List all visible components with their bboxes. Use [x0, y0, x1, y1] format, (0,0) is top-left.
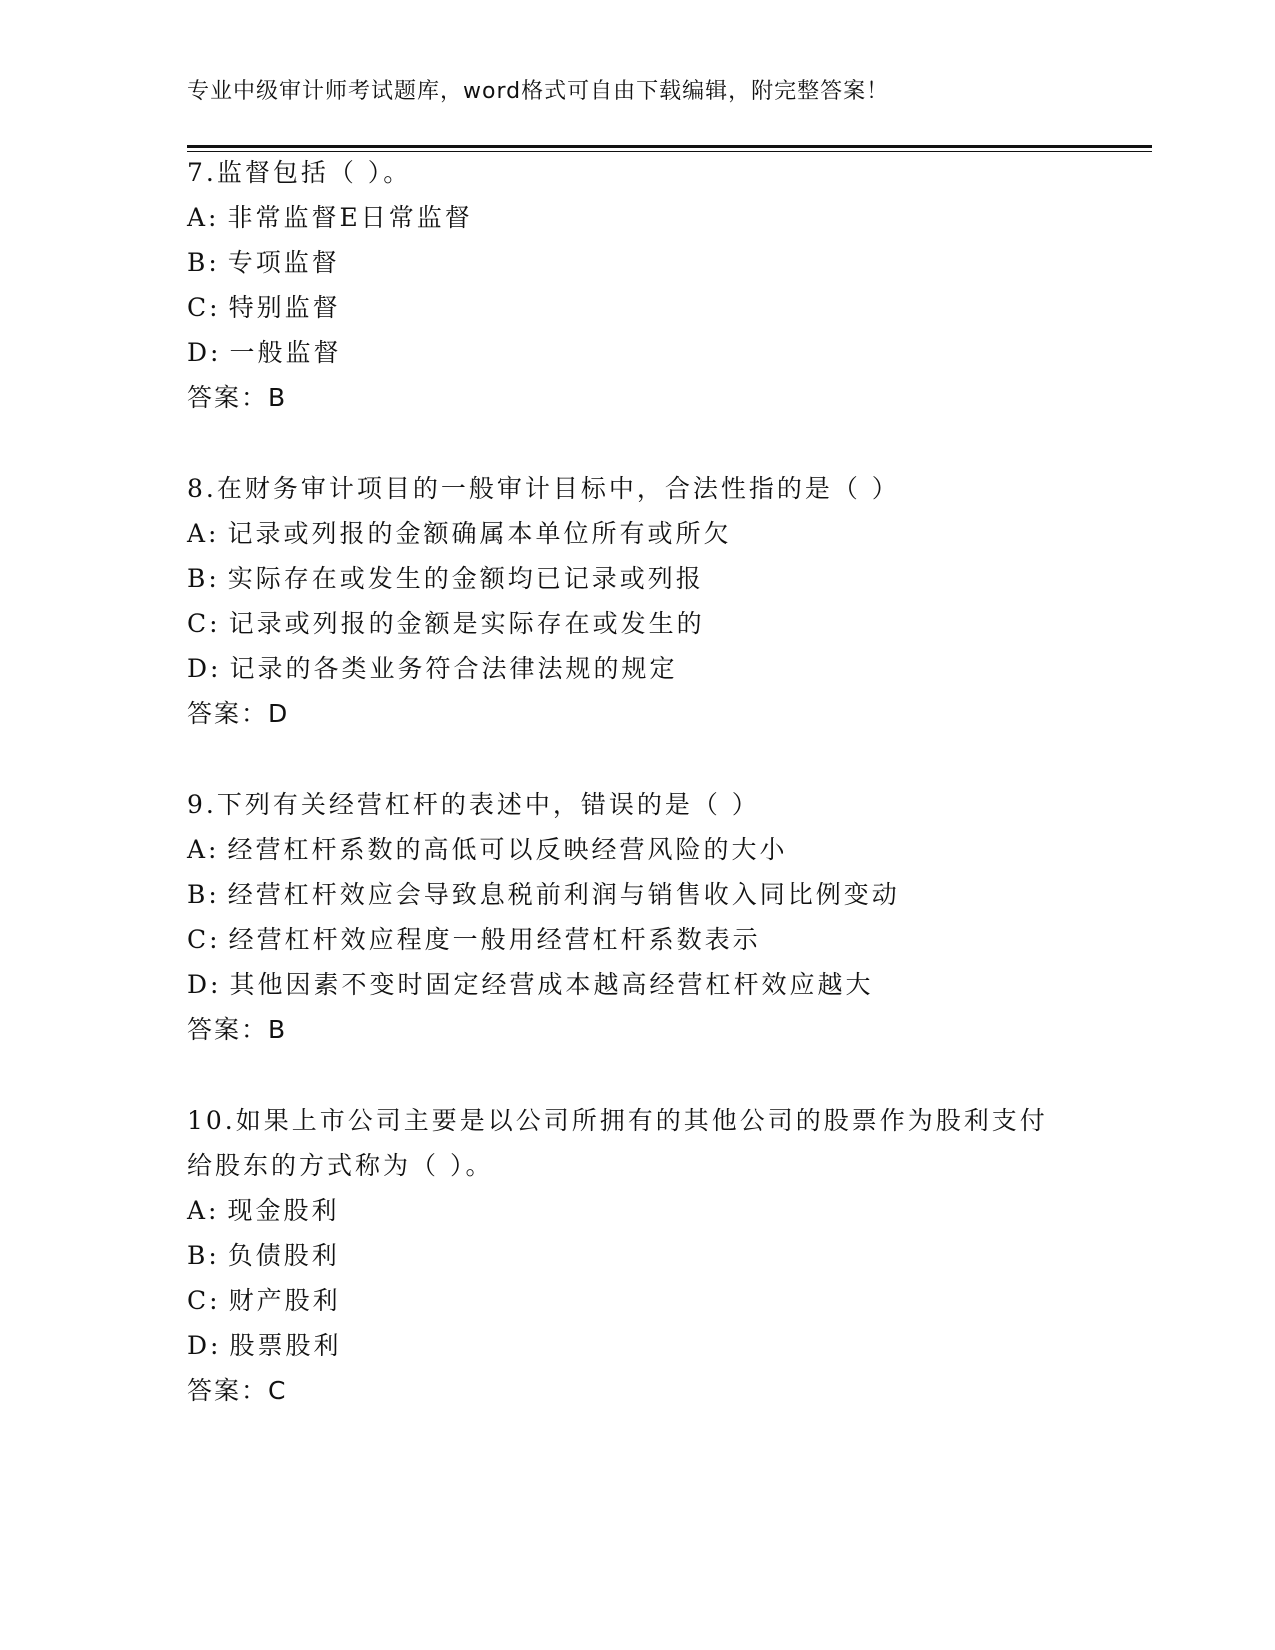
option-key: B: [187, 880, 220, 909]
option-key: C: [187, 925, 221, 954]
question-8 [187, 466, 1087, 736]
option-b [187, 1233, 1087, 1278]
option-d [187, 330, 1087, 375]
page-header: 专业中级审计师考试题库，word格式可自由下载编辑，附完整答案！ [187, 79, 890, 104]
question-text: 8.在财务审计项目的一般审计目标中，合法性指的是（ ） [187, 474, 900, 503]
option-c [187, 917, 1087, 962]
option-key: C: [187, 293, 221, 322]
option-text: 经营杠杆效应会导致息税前利润与销售收入同比例变动 [227, 880, 900, 909]
option-text: 现金股利 [227, 1196, 340, 1225]
question-text: 7.监督包括（ ）。 [187, 158, 412, 187]
option-key: B: [187, 1241, 220, 1270]
option-d [187, 1323, 1087, 1368]
option-key: A: [187, 203, 220, 232]
question-10 [187, 1098, 1087, 1413]
answer: 答案：C [187, 1376, 288, 1405]
option-b [187, 556, 1087, 601]
option-text: 记录或列报的金额是实际存在或发生的 [228, 609, 705, 638]
option-c [187, 1278, 1087, 1323]
option-text: 记录的各类业务符合法律法规的规定 [229, 654, 678, 683]
option-text: 专项监督 [227, 248, 340, 277]
answer: 答案：B [187, 383, 288, 412]
option-b [187, 872, 1087, 917]
option-key: A: [187, 835, 220, 864]
option-key: B: [187, 564, 220, 593]
option-key: A: [187, 1196, 220, 1225]
option-key: C: [187, 609, 221, 638]
option-a [187, 195, 1087, 240]
option-b [187, 240, 1087, 285]
option-text: 特别监督 [228, 293, 341, 322]
option-key: C: [187, 1286, 221, 1315]
option-text: 一般监督 [229, 338, 342, 367]
option-text: 负债股利 [227, 1241, 340, 1270]
question-text: 9.下列有关经营杠杆的表述中，错误的是（ ） [187, 790, 760, 819]
option-key: A: [187, 519, 220, 548]
question-7 [187, 150, 1087, 420]
option-d [187, 646, 1087, 691]
header-rule-thick [187, 145, 1152, 148]
option-text: 其他因素不变时固定经营成本越高经营杠杆效应越大 [229, 970, 874, 999]
option-text: 记录或列报的金额确属本单位所有或所欠 [227, 519, 732, 548]
option-c [187, 601, 1087, 646]
option-text: 实际存在或发生的金额均已记录或列报 [227, 564, 704, 593]
option-a [187, 511, 1087, 556]
option-text: 经营杠杆效应程度一般用经营杠杆系数表示 [228, 925, 761, 954]
option-key: B: [187, 248, 220, 277]
option-text: 非常监督E日常监督 [227, 203, 473, 232]
option-a [187, 1188, 1087, 1233]
option-text: 股票股利 [229, 1331, 342, 1360]
option-c [187, 285, 1087, 330]
option-a [187, 827, 1087, 872]
option-text: 财产股利 [228, 1286, 341, 1315]
question-text: 10.如果上市公司主要是以公司所拥有的其他公司的股票作为股利支付给股东的方式称为（ ）。 [187, 1106, 1048, 1180]
option-d [187, 962, 1087, 1007]
option-key: D: [187, 1331, 222, 1360]
option-key: D: [187, 654, 222, 683]
option-key: D: [187, 338, 222, 367]
option-text: 经营杠杆系数的高低可以反映经营风险的大小 [227, 835, 788, 864]
option-key: D: [187, 970, 222, 999]
answer: 答案：D [187, 699, 290, 728]
question-9 [187, 782, 1087, 1052]
answer: 答案：B [187, 1015, 288, 1044]
